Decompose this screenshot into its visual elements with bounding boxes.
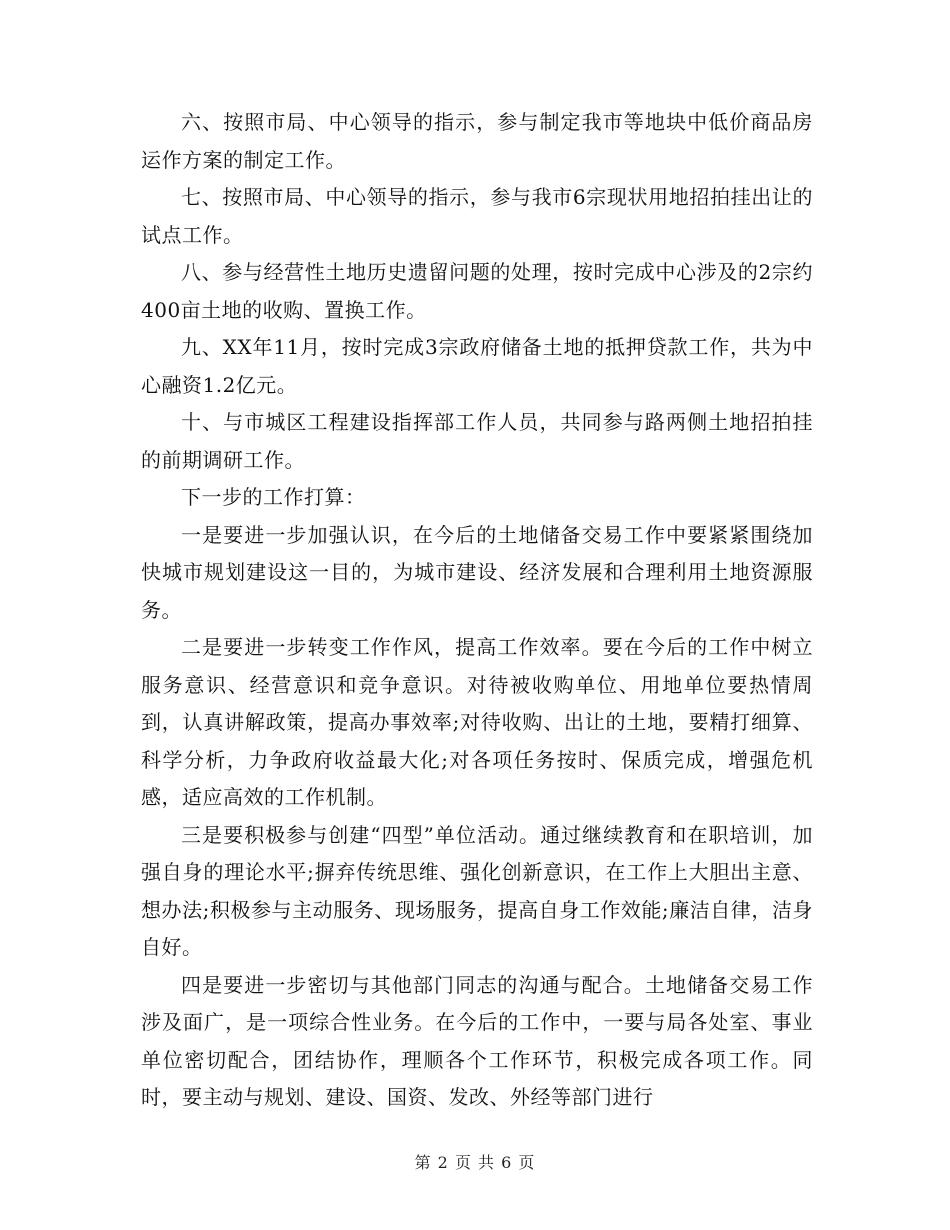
paragraph-item-7: 七、按照市局、中心领导的指示，参与我市6宗现状用地招拍挂出让的试点工作。 — [141, 185, 813, 247]
plan-item-2: 二是要进一步转变工作作风，提高工作效率。要在今后的工作中树立服务意识、经营意识和竞争意识。对待被收购单位、用地单位要热情周到，认真讲解政策，提高办事效率;对待收购、出让的土地，要精打细算、科学分析，力争政府收益最大化;对各项任务按时、保质完成，增强危机感，适应高效的工作机制。 — [141, 635, 813, 809]
paragraph-item-8: 八、参与经营性土地历史遗留问题的处理，按时完成中心涉及的2宗约400亩土地的收购、置换工作。 — [141, 260, 813, 322]
paragraph-item-9: 九、XX年11月，按时完成3宗政府储备土地的抵押贷款工作，共为中心融资1.2亿元。 — [141, 335, 813, 397]
plan-item-3: 三是要积极参与创建“四型”单位活动。通过继续教育和在职培训，加强自身的理论水平;摒弃传统思维、强化创新意识，在工作上大胆出主意、想办法;积极参与主动服务、现场服务，提高自身工作效能;廉洁自律，洁身自好。 — [141, 822, 813, 959]
paragraph-item-6: 六、按照市局、中心领导的指示，参与制定我市等地块中低价商品房运作方案的制定工作。 — [141, 110, 813, 172]
plan-item-4: 四是要进一步密切与其他部门同志的沟通与配合。土地储备交易工作涉及面广，是一项综合性业务。在今后的工作中，一要与局各处室、事业单位密切配合，团结协作，理顺各个工作环节，积极完成各项工作。同时，要主动与规划、建设、国资、发改、外经等部门进行 — [141, 972, 813, 1109]
document-body — [141, 104, 813, 1117]
paragraph-item-10: 十、与市城区工程建设指挥部工作人员，共同参与路两侧土地招拍挂的前期调研工作。 — [141, 410, 813, 472]
next-steps-heading: 下一步的工作打算： — [181, 485, 366, 509]
plan-item-1: 一是要进一步加强认识，在今后的土地储备交易工作中要紧紧围绕加快城市规划建设这一目的，为城市建设、经济发展和合理利用土地资源服务。 — [141, 522, 813, 622]
page-number-footer: 第 2 页 共 6 页 — [414, 1153, 536, 1172]
